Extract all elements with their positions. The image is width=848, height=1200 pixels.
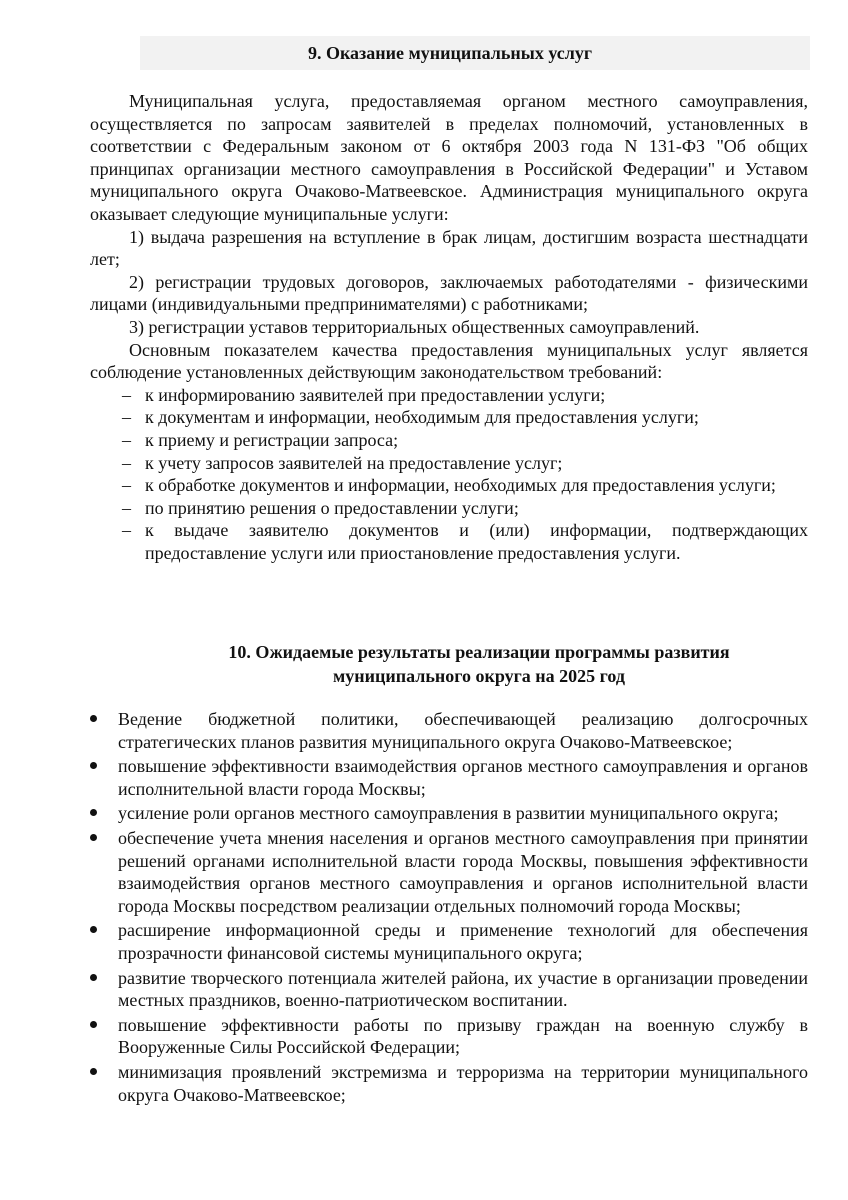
dash-marker: – <box>122 452 131 473</box>
section-10-title-line: 10. Ожидаемые результаты реализации программы развития <box>228 642 730 662</box>
service-item: 2) регистрации трудовых договоров, заключаемых работодателями - физическими лицами (индивидуальными предпринимателями) с работниками; <box>90 271 808 315</box>
list-item: расширение информационной среды и применение технологий для обеспечения прозрачности финансовой системы муниципального округа; <box>90 919 808 964</box>
list-item: – к приему и регистрации запроса; <box>122 429 399 450</box>
list-item: – к информированию заявителей при предоставлении услуги; <box>122 384 606 405</box>
dash-marker: – <box>122 407 131 428</box>
dash-marker: – <box>122 497 131 518</box>
bullet-icon <box>90 974 97 981</box>
list-item: – к выдаче заявителю документов и (или) информации, подтверждающих предоставление услуги или приостановление предоставления услуги. <box>122 520 808 563</box>
section-9-title: 9. Оказание муниципальных услуг <box>307 43 593 63</box>
service-item: 1) выдача разрешения на вступление в брак лицам, достигшим возраста шестнадцати лет; <box>90 226 808 270</box>
list-item: – по принятию решения о предоставлении услуги; <box>122 497 519 518</box>
results-list <box>90 708 808 1108</box>
section-9-body <box>90 90 808 564</box>
bullet-icon <box>90 809 97 816</box>
bullet-icon <box>90 834 97 841</box>
list-item: минимизация проявлений экстремизма и терроризма на территории муниципального округа Очаково-Матвеевское; <box>90 1061 808 1106</box>
list-item: Ведение бюджетной политики, обеспечивающей реализацию долгосрочных стратегических планов развития муниципального округа Очаково-Матвеевское; <box>90 708 808 753</box>
dash-marker: – <box>122 475 131 496</box>
section-10-title <box>90 640 848 688</box>
intro-paragraph: Муниципальная услуга, предоставляемая органом местного самоуправления, осуществляется по запросам заявителей в пределах полномочий, установленных в соответствии с Федеральным законом от 6 октября 2003 года N 131-ФЗ "Об общих принципах организации местного самоуправления в Российской Федерации" и Уставом муниципального округа Очаково-Матвеевское. Администрация муниципального округа оказывает следующие муниципальные услуги: <box>90 91 808 224</box>
list-item: повышение эффективности работы по призыву граждан на военную службу в Вооруженные Силы Российской Федерации; <box>90 1014 808 1059</box>
section-10-title-line: муниципального округа на 2025 год <box>333 666 625 686</box>
bullet-icon <box>90 1068 97 1075</box>
bullet-icon <box>90 715 97 722</box>
dash-marker: – <box>122 384 131 405</box>
list-item: – к обработке документов и информации, необходимых для предоставления услуги; <box>122 475 776 496</box>
list-item: развитие творческого потенциала жителей района, их участие в организации проведении местных праздников, военно-патриотическом воспитании. <box>90 967 808 1012</box>
requirements-list <box>90 384 808 565</box>
list-item: усиление роли органов местного самоуправления в развитии муниципального округа; <box>90 802 808 825</box>
list-item: – к документам и информации, необходимым для предоставления услуги; <box>122 407 699 428</box>
bullet-icon <box>90 926 97 933</box>
list-item: повышение эффективности взаимодействия органов местного самоуправления и органов исполнительной власти города Москвы; <box>90 755 808 800</box>
bullet-icon <box>90 762 97 769</box>
service-item: 3) регистрации уставов территориальных общественных самоуправлений. <box>129 316 700 337</box>
list-item: обеспечение учета мнения населения и органов местного самоуправления при принятии решений органами исполнительной власти города Москвы, повышения эффективности взаимодействия органов местного самоуправления и органов исполнительной власти города Москвы посредством реализации отдельных полномочий города Москвы; <box>90 827 808 917</box>
list-item: – к учету запросов заявителей на предоставление услуг; <box>122 452 563 473</box>
quality-paragraph: Основным показателем качества предоставления муниципальных услуг является соблюдение установленных действующим законодательством требований: <box>90 339 808 383</box>
dash-marker: – <box>122 429 131 450</box>
dash-marker: – <box>122 520 131 541</box>
bullet-icon <box>90 1021 97 1028</box>
